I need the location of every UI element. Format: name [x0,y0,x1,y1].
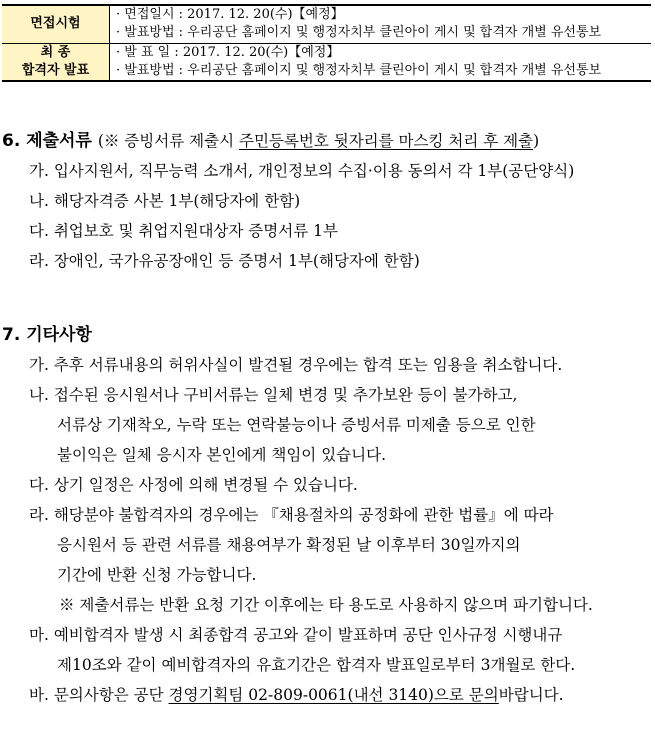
schedule-line: · 발 표 일 : 2017. 12. 20(수)【예정】 [116,44,340,60]
list-item: 가. 추후 서류내용의 허위사실이 발견될 경우에는 합격 또는 임용을 취소합니다. [29,356,563,374]
list-item-continuation: 기간에 반환 신청 가능합니다. [57,566,257,584]
schedule-line: · 발표방법 : 우리공단 홈페이지 및 행정자치부 클린아이 게시 및 합격자 개별 유선통보 [116,62,602,78]
reference-note: ※ 제출서류는 반환 요청 기간 이후에는 타 용도로 사용하지 않으며 파기합니다. [59,596,593,614]
section-other [2,320,652,710]
schedule-header-interview [2,5,110,43]
list-item: 가. 입사지원서, 직무능력 소개서, 개인정보의 수집·이용 동의서 각 1부(공단양식) [29,162,575,180]
schedule-row-final [2,43,651,81]
schedule-table [2,4,651,82]
note-suffix: ) [533,132,540,150]
contact-prefix: 바. 문의사항은 공단 [29,686,169,704]
schedule-line: · 면접일시 : 2017. 12. 20(수)【예정】 [116,7,344,23]
note-prefix: (※ 증빙서류 제출시 [97,132,239,150]
section-documents [2,126,652,276]
schedule-content-interview [110,5,652,43]
list-item-continuation: 불이익은 일체 응시자 본인에게 책임이 있습니다. [57,446,387,464]
list-item: 나. 접수된 응시원서나 구비서류는 일체 변경 및 추가보완 등이 불가하고, [29,386,518,404]
list-item: 다. 상기 일정은 사정에 의해 변경될 수 있습니다. [29,476,358,494]
section-title-text: 6. 제출서류 [2,131,92,151]
list-item: 나. 해당자격증 사본 1부(해당자에 한함) [29,192,301,210]
list-item: 마. 예비합격자 발생 시 최종합격 공고와 같이 발표하며 공단 인사규정 시행내규 [29,626,563,644]
note-underlined: 주민등록번호 뒷자리를 마스킹 처리 후 제출 [238,132,534,150]
schedule-line: · 발표방법 : 우리공단 홈페이지 및 행정자치부 클린아이 게시 및 합격자 개별 유선통보 [116,25,602,41]
contact-suffix: 바랍니다. [498,686,564,704]
section-title-text: 7. 기타사항 [2,325,92,345]
list-item-continuation: 서류상 기재착오, 누락 또는 연락불능이나 증빙서류 미제출 등으로 인한 [57,416,536,434]
list-item-continuation: 응시원서 등 관련 서류를 채용여부가 확정된 날 이후부터 30일까지의 [57,536,521,554]
header-line: 합격자 발표 [21,62,90,78]
list-item-contact [2,680,652,710]
header-line: 면접시험 [30,16,81,32]
schedule-header-final [2,43,110,81]
contact-underlined: 경영기획팀 02-809-0061(내선 3140)으로 문의 [168,686,499,704]
section-note [98,132,539,150]
list-item: 라. 해당분야 불합격자의 경우에는 『채용절차의 공정화에 관한 법률』에 따라 [29,506,554,524]
section-title [2,126,652,156]
list-item: 다. 취업보호 및 취업지원대상자 증명서류 1부 [29,222,338,240]
schedule-row-interview [2,5,651,43]
list-item-continuation: 제10조와 같이 예비합격자의 유효기간은 합격자 발표일로부터 3개월로 한다. [57,656,576,674]
header-line: 최 종 [40,44,71,60]
schedule-content-final [110,43,652,81]
list-item: 라. 장애인, 국가유공장애인 등 증명서 1부(해당자에 한함) [29,252,420,270]
section-title [2,320,652,350]
